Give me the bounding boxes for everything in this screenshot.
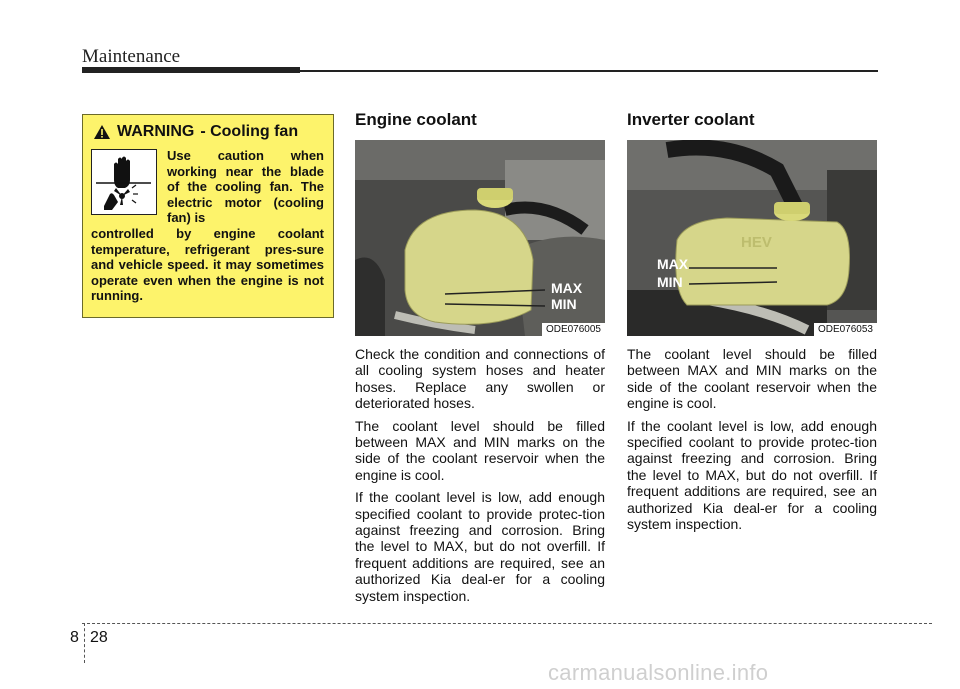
section-number: 8 <box>70 629 79 646</box>
inverter-coolant-section <box>627 110 877 538</box>
watermark: carmanualsonline.info <box>548 660 769 685</box>
inverter-photo-code: ODE076053 <box>814 323 877 336</box>
inverter-coolant-body <box>627 346 877 532</box>
hand-fan-caution-icon <box>91 149 157 215</box>
warning-text-rest: controlled by engine coolant temperature, refrigerant pres-sure and vehicle speed. it may sometimes operate even when the engine is not running. <box>91 226 324 304</box>
header-rule-thin <box>300 70 878 72</box>
inverter-paragraph: The coolant level should be filled between MAX and MIN marks on the side of the coolant reservoir when the engine is cool. <box>627 346 877 412</box>
inverter-max-label: MAX <box>657 256 689 272</box>
engine-max-label: MAX <box>551 280 583 296</box>
warning-label: WARNING <box>117 123 195 140</box>
inverter-paragraph: If the coolant level is low, add enough specified coolant to provide protec-tion against freezing and corrosion. Bring the level to MAX, but do not overfill. If frequent additions are required, see an authorized Kia deal-er for a cooling system inspection. <box>627 417 877 533</box>
engine-coolant-body <box>355 346 605 604</box>
warning-heading <box>93 123 298 141</box>
inverter-coolant-title: Inverter coolant <box>627 110 755 129</box>
footer-vertical-divider <box>84 623 85 663</box>
engine-coolant-title: Engine coolant <box>355 110 477 129</box>
warning-subtitle: - Cooling fan <box>200 123 299 140</box>
engine-photo-code: ODE076005 <box>542 323 605 336</box>
inverter-tank-mark: HEV <box>741 234 772 251</box>
warning-box <box>82 114 334 318</box>
engine-paragraph: The coolant level should be filled between MAX and MIN marks on the side of the coolant reservoir when the engine is cool. <box>355 417 605 483</box>
engine-paragraph: Check the condition and connections of all cooling system hoses and heater hoses. Replace any swollen or deteriorated hoses. <box>355 346 605 412</box>
engine-coolant-photo <box>355 140 605 336</box>
warning-text-lead: Use caution when working near the blade of the cooling fan. The electric motor (cooling fan) is <box>167 148 324 226</box>
footer-divider <box>82 623 932 624</box>
engine-coolant-section <box>355 110 605 610</box>
inverter-coolant-photo <box>627 140 877 336</box>
inverter-min-label: MIN <box>657 274 683 290</box>
header-rule-thick <box>82 67 300 73</box>
warning-triangle-icon <box>93 124 111 140</box>
engine-min-label: MIN <box>551 296 577 312</box>
engine-paragraph: If the coolant level is low, add enough specified coolant to provide protec-tion against freezing and corrosion. Bring the level to MAX, but do not overfill. If frequent additions are required, see an authorized Kia deal-er for a cooling system inspection. <box>355 489 605 604</box>
page-header-title: Maintenance <box>82 46 181 67</box>
page-number: 28 <box>90 629 108 646</box>
